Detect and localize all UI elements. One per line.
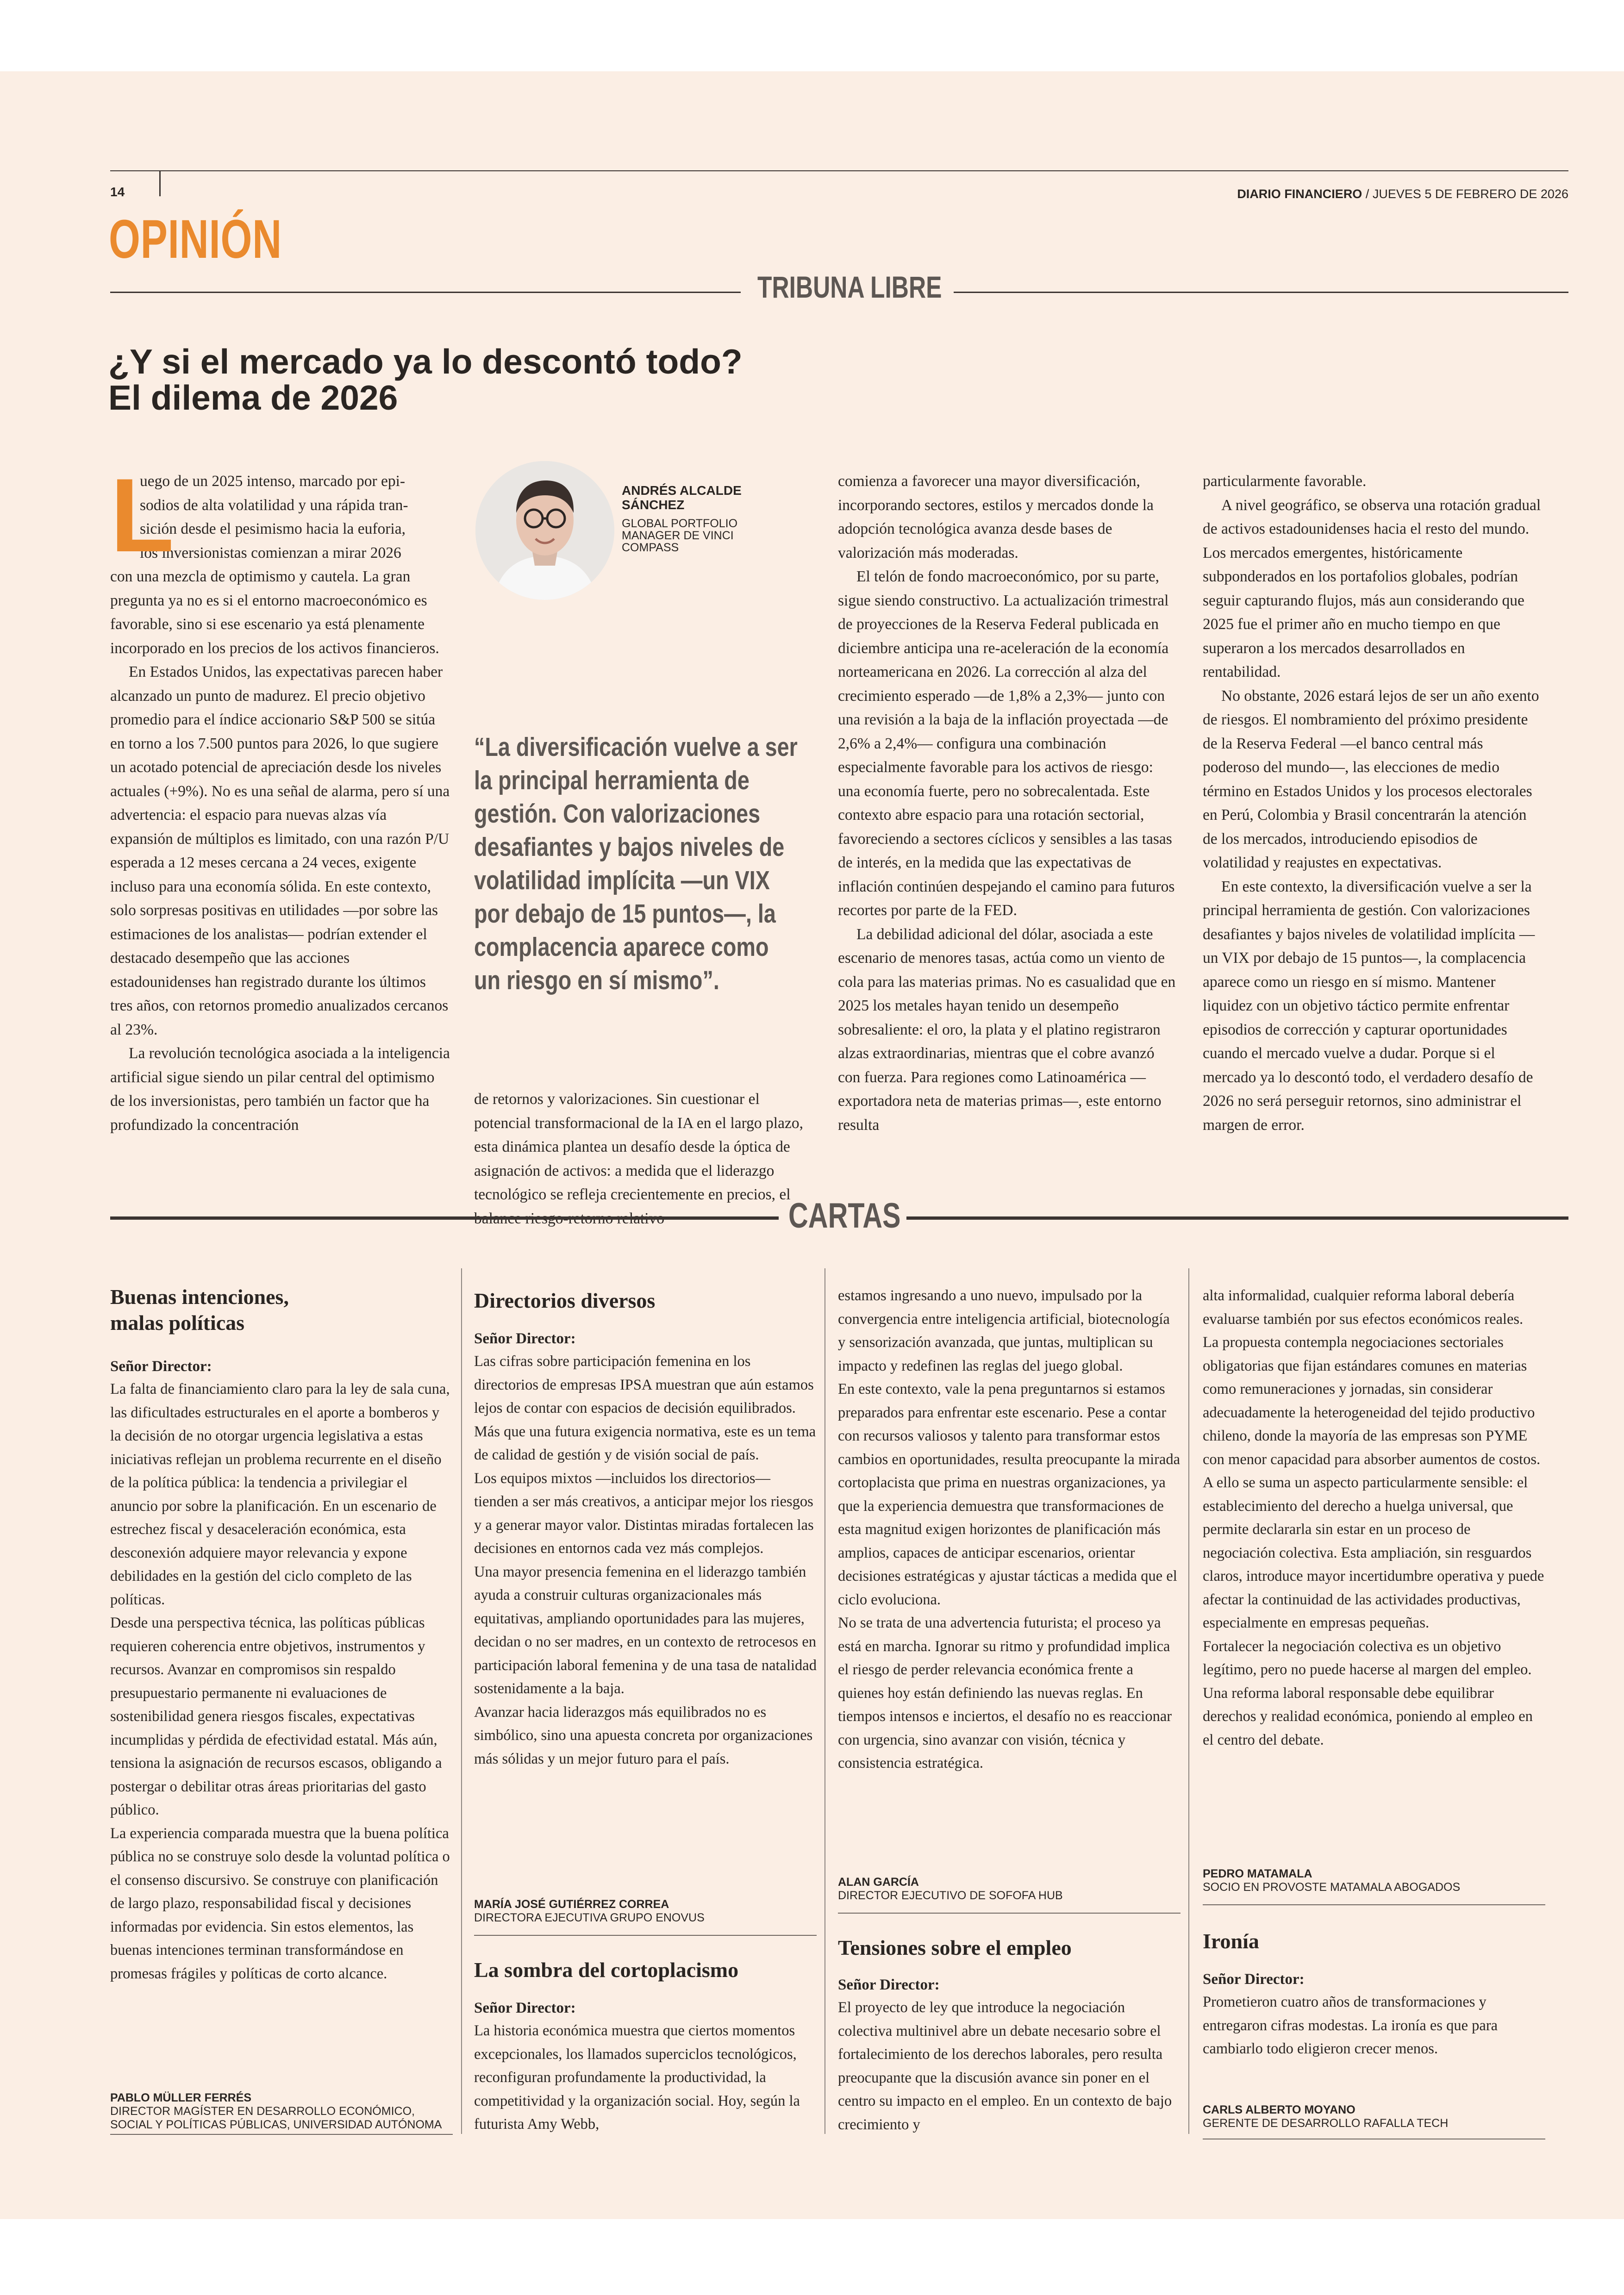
signer-name: PEDRO MATAMALA [1203, 1867, 1312, 1880]
intro-line: uego de un 2025 intenso, marcado por epi- [140, 473, 406, 490]
dropcap-block [110, 456, 450, 574]
column-separator [461, 1268, 462, 2134]
article-paragraph: En este contexto, la diversificación vuelve a ser la principal herramienta de gestión. Con valorizaciones desafiantes y bajos niveles de volatilidad implícita —un VIX por debajo de 15 puntos—, la complacencia aparece como un riesgo en sí mismo. Mantener liquidez con un objetivo táctico permite enfrentar episodios de corrección y capturar oportunidades cuando el mercado vuelve a dudar. Porque si el mercado ya lo descontó todo, el verdadero desafío de 2026 no será perseguir retornos, sino administrar el margen de error. [1203, 878, 1535, 1134]
letter-ironia [1203, 1928, 1545, 2061]
letter-paragraph: En este contexto, vale la pena preguntarnos si estamos preparados para enfrentar este escenario. Pese a contar con recursos valiosos y talento para transformar estos cambios en oportunidades, resulta preocupante la mirada cortoplacista que prima en nuestras organizaciones, ya que la experiencia demuestra que transformaciones de esta magnitud exigen horizontes de planificación más amplios, capaces de anticipar escenarios, orientar decisiones estratégicas y ajustar tácticas a medida que el ciclo evoluciona. [838, 1381, 1181, 1608]
article-paragraph: comienza a favorecer una mayor diversificación, incorporando sectores, estilos y mercados donde la adopción tecnológica avanza desde bases de valorización más moderadas. [838, 473, 1154, 561]
signer-role: DIRECTORA EJECUTIVA GRUPO ENOVUS [474, 1911, 705, 1924]
letter-body [474, 1350, 817, 1771]
letter-paragraph: La experiencia comparada muestra que la buena política pública no se construye solo desde la voluntad política o el consenso discursivo. Se construye con planificación de largo plazo, responsabilidad fiscal y decisiones informadas por evidencia. Sin estos elementos, las buenas intenciones terminan transformándose en promesas frágiles y políticas de corto alcance. [110, 1825, 450, 1982]
letter-paragraph: alta informalidad, cualquier reforma laboral debería evaluarse también por sus efectos económicos reales. [1203, 1287, 1524, 1328]
headline-line-2: El dilema de 2026 [108, 378, 398, 417]
signer-role: GERENTE DE DESARROLLO RAFALLA TECH [1203, 2117, 1449, 2130]
letter-body [110, 1378, 453, 1985]
letter-paragraph: Desde una perspectiva técnica, las políticas públicas requieren coherencia entre objetivos, instrumentos y recursos. Avanzar en compromisos sin respaldo presupuestario permanente ni evaluaciones de sostenibilidad genera riesgos fiscales, expectativas incumplidas y pérdida de efectividad estatal. Más aún, tensiona la asignación de recursos escasos, obligando a postergar o debilitar otras áreas prioritarias del gasto público. [110, 1615, 442, 1818]
article-paragraph: con una mezcla de optimismo y cautela. La gran pregunta ya no es si el entorno macroeconómico es favorable, sino si ese escenario ya está plenamente incorporado en los precios de los activos financieros. [110, 568, 439, 657]
page-number-divider [159, 171, 161, 196]
cartas-rule-left [110, 1216, 779, 1220]
article-paragraph: No obstante, 2026 estará lejos de ser un año exento de riesgos. El nombramiento del próximo presidente de la Reserva Federal —el banco central más poderoso del mundo—, las elecciones de medio término en Estados Unidos y los procesos electorales en Perú, Colombia y Brasil concentrarán la atención de los mercados, introduciendo episodios de volatilidad y reajustes en expectativas. [1203, 687, 1539, 871]
issue-date: / JUEVES 5 DE FEBRERO DE 2026 [1365, 187, 1568, 201]
letter-title-line-2: malas políticas [110, 1311, 245, 1335]
letter-signature [110, 2091, 453, 2132]
letter-sombra-cortoplacismo [474, 1957, 817, 2136]
letter-directorios-diversos [474, 1288, 817, 1771]
letter-salutation: Señor Director: [838, 1977, 940, 1993]
letter-signature [474, 1898, 817, 1925]
letter-body [1203, 1990, 1545, 2061]
signature-rule [1203, 1904, 1545, 1905]
article-paragraph: En Estados Unidos, las expectativas parecen haber alcanzado un punto de madurez. El precio objetivo promedio para el índice accionario S&P 500 se sitúa en torno a los 7.500 puntos para 2026, lo que sugiere un acotado potencial de apreciación desde los niveles actuales (+9%). No es una señal de alarma, pero sí una advertencia: el espacio para nuevas alzas vía expansión de múltiplos es limitado, con una razón P/U esperada a 12 meses cercana a 24 veces, exigente incluso para una economía sólida. En este contexto, solo sorpresas positivas en utilidades —por sobre las estimaciones de los analistas— podrían extender el destacado desempeño que las acciones estadounidenses han registrado durante los últimos tres años, con retornos promedio anualizados cercanos al 23%. [110, 663, 450, 1038]
letter-paragraph: No se trata de una advertencia futurista; el proceso ya está en marcha. Ignorar su ritmo y profundidad implica el riesgo de perder relevancia económica frente a quienes hoy están definiendo las nuevas reglas. En tiempos intensos e inciertos, el desafío no es reaccionar con urgencia, sino avanzar con visión, técnica y consistencia estratégica. [838, 1615, 1172, 1771]
letter-body [838, 1996, 1181, 2136]
letter-paragraph: Fortalecer la negociación colectiva es un objetivo legítimo, pero no puede hacerse al margen del empleo. Una reforma laboral responsable debe equilibrar derechos y realidad económica, poniendo al empleo en el centro del debate. [1203, 1638, 1533, 1748]
letter-salutation: Señor Director: [110, 1358, 212, 1375]
page-number: 14 [110, 185, 125, 199]
article-paragraph: de retornos y valorizaciones. Sin cuestionar el potencial transformacional de la IA en el largo plazo, esta dinámica plantea un desafío desde la óptica de asignación de activos: a medida que el liderazgo tecnológico se refleja crecientemente en precios, el [474, 1091, 803, 1203]
column-separator [1188, 1268, 1189, 2134]
subsection-title: TRIBUNA LIBRE [757, 270, 942, 304]
letter-title: Directorios diversos [474, 1289, 656, 1312]
letter-tensiones-empleo-cont [1203, 1284, 1545, 1752]
signer-role-line-2: SOCIAL Y POLÍTICAS PÚBLICAS, UNIVERSIDAD AUTÓNOMA [110, 2118, 442, 2131]
signer-role: SOCIO EN PROVOSTE MATAMALA ABOGADOS [1203, 1881, 1461, 1894]
letter-signature [838, 1876, 1181, 1902]
letter-body [474, 2019, 817, 2136]
letter-paragraph: Los equipos mixtos —incluidos los directorios— tienden a ser más creativos, a anticipar mejor los riesgos y a generar mayor valor. Distintas miradas fortalecen las decisiones en entornos cada vez más complejos. [474, 1470, 814, 1557]
letter-paragraph: Prometieron cuatro años de transformaciones y entregaron cifras modestas. La ironía es que para cambiarlo todo eligieron crecer menos. [1203, 1994, 1498, 2057]
letter-signature [1203, 1867, 1545, 1894]
author-name-line-2: SÁNCHEZ [622, 498, 685, 512]
author-role-line-2: MANAGER DE VINCI [622, 529, 734, 542]
intro-line: sodios de alta volatilidad y una rápida tran- [140, 496, 408, 514]
intro-line: los inversionistas comienzan a mirar 2026 [140, 544, 401, 561]
signer-name: CARLS ALBERTO MOYANO [1203, 2103, 1355, 2116]
letter-salutation: Señor Director: [474, 1330, 576, 1347]
tribuna-rule-right [954, 292, 1568, 293]
letter-paragraph: Avanzar hacia liderazgos más equilibrados no es simbólico, sino una apuesta concreta por organizaciones más sólidas y un mejor futuro para el país. [474, 1703, 813, 1767]
letter-paragraph: Las cifras sobre participación femenina en los directorios de empresas IPSA muestran que aún estamos lejos de contar con espacios de decisión equilibrados. Más que una futura exigencia normativa, este es un tema de calidad de gestión y de visión social de país. [474, 1353, 816, 1463]
letter-title: Tensiones sobre el empleo [838, 1936, 1072, 1959]
signer-name: MARÍA JOSÉ GUTIÉRREZ CORREA [474, 1898, 669, 1911]
author-role-line-1: GLOBAL PORTFOLIO [622, 517, 738, 530]
letter-title: La sombra del cortoplacismo [474, 1958, 739, 1982]
signature-rule [474, 1935, 817, 1936]
author-photo [475, 461, 614, 600]
article-paragraph: particularmente favorable. [1203, 473, 1367, 490]
pull-quote: “La diversificación vuelve a ser la principal herramienta de gestión. Con valorizaciones desafiantes y bajos niveles de volatilidad implícita —un VIX por debajo de 15 puntos—, la complacencia aparece como un riesgo en sí mismo”. [474, 732, 798, 995]
tribuna-rule-left [110, 292, 741, 293]
headline-line-1: ¿Y si el mercado ya lo descontó todo? [108, 342, 743, 381]
article-paragraph: El telón de fondo macroeconómico, por su parte, sigue siendo constructivo. La actualización trimestral de proyecciones de la Reserva Federal publicada en diciembre anticipa una re-aceleración de la economía norteamericana en 2026. La corrección al alza del crecimiento esperado —de 1,8% a 2,3%— junto con una revisión a la baja de la inflación proyectada —de 2,6% a 2,4%— configura una combinación especialmente favorable para los activos de riesgo: una economía fuerte, pero no sobrecalentada. Este contexto abre espacio para una rotación sectorial, favoreciendo a sectores cíclicos y sensibles a las tasas de interés, en la medida que las expectativas de inflación continúen despejando el camino para futuros recortes por parte de la FED. [838, 568, 1175, 919]
newspaper-page [0, 71, 1624, 2219]
cartas-title: CARTAS [788, 1196, 901, 1235]
author-name-line-1: ANDRÉS ALCALDE [622, 483, 742, 498]
letter-paragraph: La historia económica muestra que ciertos momentos excepcionales, los llamados superciclos tecnológicos, reconfiguran profundamente la productividad, la competitividad y la organización social. Hoy, según la futurista Amy Webb, [474, 2022, 800, 2133]
masthead-date [1237, 187, 1568, 201]
letter-paragraph: A ello se suma un aspecto particularmente sensible: el establecimiento del derecho a huelga universal, que permite declararla sin estar en un proceso de negociación colectiva. Esta ampliación, sin resguardos claros, introduce mayor incertidumbre operativa y puede afectar la continuidad de las actividades productivas, especialmente en empresas pequeñas. [1203, 1474, 1544, 1631]
article-headline [108, 343, 743, 416]
letter-sombra-cortoplacismo-cont [838, 1284, 1181, 1775]
column-separator [824, 1268, 825, 2134]
article-column-1 [110, 456, 450, 1137]
letter-salutation: Señor Director: [474, 2000, 576, 2016]
author-byline [622, 483, 761, 554]
dropcap-lines [140, 469, 450, 565]
letter-paragraph: La propuesta contempla negociaciones sectoriales obligatorias que fijan estándares comunes en materias como remuneraciones y jornadas, sin considerar adecuadamente la heterogeneidad del tejido productivo chileno, donde la mayoría de las empresas son PYME con menor capacidad para absorber aumentos de costos. [1203, 1334, 1541, 1468]
letter-signature [1203, 2103, 1545, 2130]
signer-role-line-1: DIRECTOR MAGÍSTER EN DESARROLLO ECONÓMICO, [110, 2105, 415, 2118]
signer-name: PABLO MÜLLER FERRÉS [110, 2091, 252, 2104]
article-column-4 [1203, 469, 1543, 1137]
letter-title-line-1: Buenas intenciones, [110, 1285, 289, 1309]
article-paragraph: La debilidad adicional del dólar, asociada a este escenario de menores tasas, actúa como un viento de cola para las materias primas. No es casualidad que en 2025 los metales hayan tenido un desempeño sobresaliente: el oro, la plata y el platino registraron alzas extraordinarias, mientras que el cobre avanzó con fuerza. Para regiones como Latinoamérica —exportadora neta de materias primas—, este entorno resulta [838, 925, 1176, 1134]
letter-paragraph: El proyecto de ley que introduce la negociación colectiva multinivel abre un debate necesario sobre el fortalecimiento de los derechos laborales, pero resulta preocupante que la discusión avance sin poner en el centro su impacto en el empleo. En un contexto de bajo crecimiento y [838, 1999, 1172, 2133]
newspaper-name: DIARIO FINANCIERO [1237, 187, 1362, 201]
article-paragraph: La revolución tecnológica asociada a la inteligencia artificial sigue siendo un pilar central del optimismo de los inversionistas, pero también un factor que ha profundizado la concentración [110, 1045, 450, 1134]
header-rule [110, 170, 1568, 171]
signer-name: ALAN GARCÍA [838, 1876, 919, 1889]
article-column-3 [838, 469, 1178, 1137]
letter-paragraph: estamos ingresando a uno nuevo, impulsado por la convergencia entre inteligencia artificial, biotecnología y sensorización avanzada, que juntas, multiplican su impacto y redefinen las reglas del juego global. [838, 1287, 1170, 1374]
letter-salutation: Señor Director: [1203, 1971, 1305, 1988]
article-column-2 [474, 1087, 814, 1230]
dropcap: L [110, 456, 175, 574]
letter-title: Ironía [1203, 1929, 1259, 1953]
signature-rule [110, 2134, 453, 2135]
letter-buenas-intenciones [110, 1284, 453, 1985]
letter-tensiones-empleo [838, 1935, 1181, 2136]
signer-role: DIRECTOR EJECUTIVO DE SOFOFA HUB [838, 1889, 1063, 1902]
signature-rule [838, 1913, 1181, 1914]
cartas-rule-right [906, 1216, 1568, 1220]
author-role-line-3: COMPASS [622, 541, 679, 554]
section-title: OPINIÓN [109, 209, 282, 270]
letter-paragraph: La falta de financiamiento claro para la ley de sala cuna, las dificultades estructurales en el aporte a bomberos y la decisión de no otorgar urgencia legislativa a estas iniciativas reflejan un problema recurrente en el diseño de la política pública: la tendencia a privilegiar el anuncio por sobre la planificación. En un escenario de estrechez fiscal y desaceleración económica, esta desconexión adquiere mayor relevancia y expone debilidades en la gestión del ciclo completo de las políticas. [110, 1381, 450, 1608]
letter-paragraph: Una mayor presencia femenina en el liderazgo también ayuda a construir culturas organizacionales más equitativas, ampliando oportunidades para las mujeres, decidan o no ser madres, en un contexto de retrocesos en participación laboral femenina y de una tasa de natalidad sostenidamente a la baja. [474, 1563, 817, 1697]
author-portrait-icon [475, 461, 614, 600]
intro-line: sición desde el pesimismo hacia la euforia, [140, 520, 406, 537]
article-paragraph: A nivel geográfico, se observa una rotación gradual de activos estadounidenses hacia el resto del mundo. Los mercados emergentes, históricamente subponderados en los portafolios globales, podrían seguir capturando flujos, más aun considerando que 2025 fue el primer año en mucho tiempo en que superaron a los mercados desarrollados en rentabilidad. [1203, 496, 1541, 680]
